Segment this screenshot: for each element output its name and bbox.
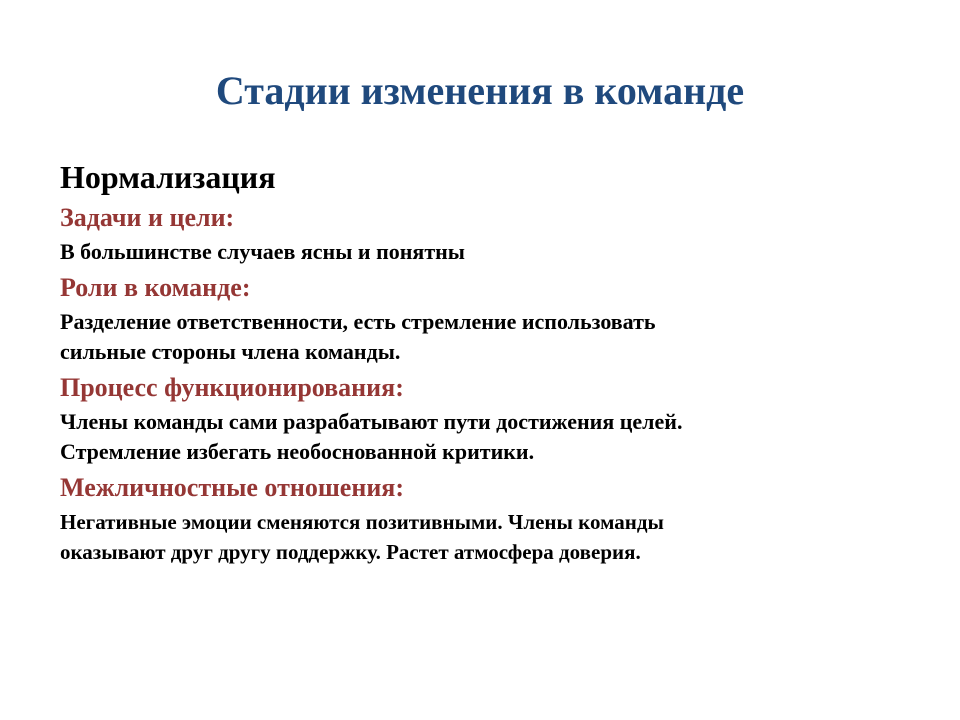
slide-title: Стадии изменения в команде <box>215 68 745 113</box>
section-goals <box>60 201 920 267</box>
section-process <box>60 371 920 467</box>
text-line: сильные стороны члена команды. <box>60 339 401 364</box>
section-heading: Задачи и цели: <box>60 203 235 232</box>
section-heading: Межличностные отношения: <box>60 473 405 502</box>
section-text <box>60 237 920 267</box>
section-roles <box>60 271 920 367</box>
text-line: Негативные эмоции сменяются позитивными. Члены команды <box>60 510 664 534</box>
section-heading: Роли в команде: <box>60 273 251 302</box>
section-heading: Процесс функционирования: <box>60 373 404 402</box>
text-line: В большинстве случаев ясны и понятны <box>60 239 465 264</box>
slide-content <box>60 155 920 571</box>
section-text <box>60 307 920 367</box>
text-line: оказывают друг другу поддержку. Растет атмосфера доверия. <box>60 540 641 564</box>
text-line: Члены команды сами разрабатывают пути достижения целей. <box>60 409 683 434</box>
section-relations <box>60 471 920 567</box>
text-line: Разделение ответственности, есть стремление использовать <box>60 309 656 334</box>
stage-subtitle: Нормализация <box>60 159 276 195</box>
section-text <box>60 507 920 567</box>
section-text <box>60 407 920 467</box>
text-line: Стремление избегать необоснованной критики. <box>60 439 535 464</box>
